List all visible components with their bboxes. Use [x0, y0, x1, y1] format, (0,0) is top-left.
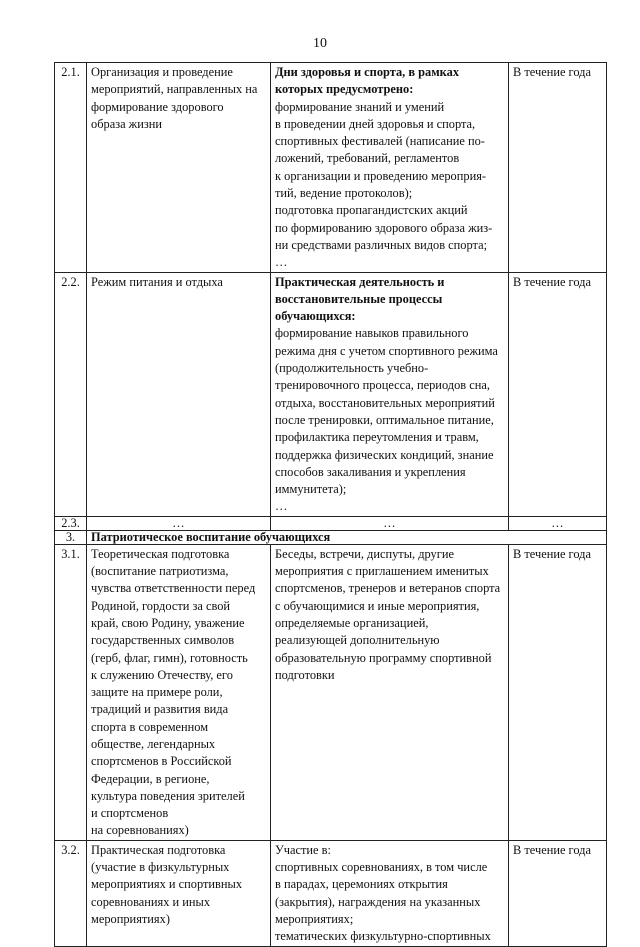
section-number: 3. — [55, 530, 87, 544]
section-title: Патриотическое воспитание обучающихся — [87, 530, 607, 544]
table-row — [55, 272, 607, 516]
content-heading: Дни здоровья и спорта, в рамках которых предусмотрено: — [275, 65, 460, 97]
event-term: В течение года — [509, 840, 607, 946]
event-name: … — [87, 516, 271, 530]
table-row — [55, 840, 607, 946]
content-body: формирование знаний и умений в проведении дней здоровья и спорта, спортивных фестивалей (написание по- ложений, требований, регламентов к организации и проведению мероприя- тий, ведение протоколов); подготовка пропагандистских акций по формированию здорового образа жиз- ни средствами различных видов спорта; … — [275, 99, 493, 270]
event-name: Теоретическая подготовка (воспитание патриотизма, чувства ответственности перед Родиной, гордости за свой край, свою Родину, уважение государственных символов (герб, флаг, гимн), готовность к служению Отечеству, его защите на примере роли, традиций и развития вида спорта в современном обществе, легендарных спортсменов в Российской Федерации, в регионе, культура поведения зрителей и спортсменов на соревнованиях) — [87, 544, 271, 840]
table-row — [55, 516, 607, 530]
event-term: В течение года — [509, 544, 607, 840]
table-row — [55, 63, 607, 273]
row-number: 2.3. — [55, 516, 87, 530]
page-number: 10 — [313, 36, 327, 51]
event-content — [271, 63, 509, 273]
content-body: формирование навыков правильного режима дня с учетом спортивного режима (продолжительность учебно- тренировочного процесса, периодов сна, отдыха, восстановительных мероприятий после тренировки, оптимальное питание, профилактика переутомления и травм, поддержка физических кондиций, знание способов закаливания и укрепления иммунитета); … — [275, 326, 498, 514]
content-heading: Практическая деятельность и восстановительные процессы обучающихся: — [275, 274, 445, 324]
event-term: В течение года — [509, 63, 607, 273]
event-content: … — [271, 516, 509, 530]
event-name: Организация и проведение мероприятий, направленных на формирование здорового образа жизни — [87, 63, 271, 273]
event-content — [271, 544, 509, 840]
row-number: 3.2. — [55, 840, 87, 946]
event-name: Режим питания и отдыха — [87, 272, 271, 516]
content-body: Беседы, встречи, диспуты, другие мероприятия с приглашением именитых спортсменов, тренеров и ветеранов спорта с обучающимися и иные мероприятия, определяемые организацией, реализующей дополнительную образовательную программу спортивной подготовки — [275, 546, 501, 682]
event-content — [271, 272, 509, 516]
row-number: 2.2. — [55, 272, 87, 516]
section-row — [55, 530, 607, 544]
event-term: … — [509, 516, 607, 530]
row-number: 2.1. — [55, 63, 87, 273]
table-row — [55, 544, 607, 840]
content-body: Участие в: спортивных соревнованиях, в том числе в парадах, церемониях открытия (закрытия), награждения на указанных мероприятиях; тематических физкультурно-спортивных — [275, 842, 491, 944]
event-term: В течение года — [509, 272, 607, 516]
events-table — [54, 62, 607, 947]
event-content — [271, 840, 509, 946]
row-number: 3.1. — [55, 544, 87, 840]
event-name: Практическая подготовка (участие в физкультурных мероприятиях и спортивных соревнованиях и иных мероприятиях) — [87, 840, 271, 946]
